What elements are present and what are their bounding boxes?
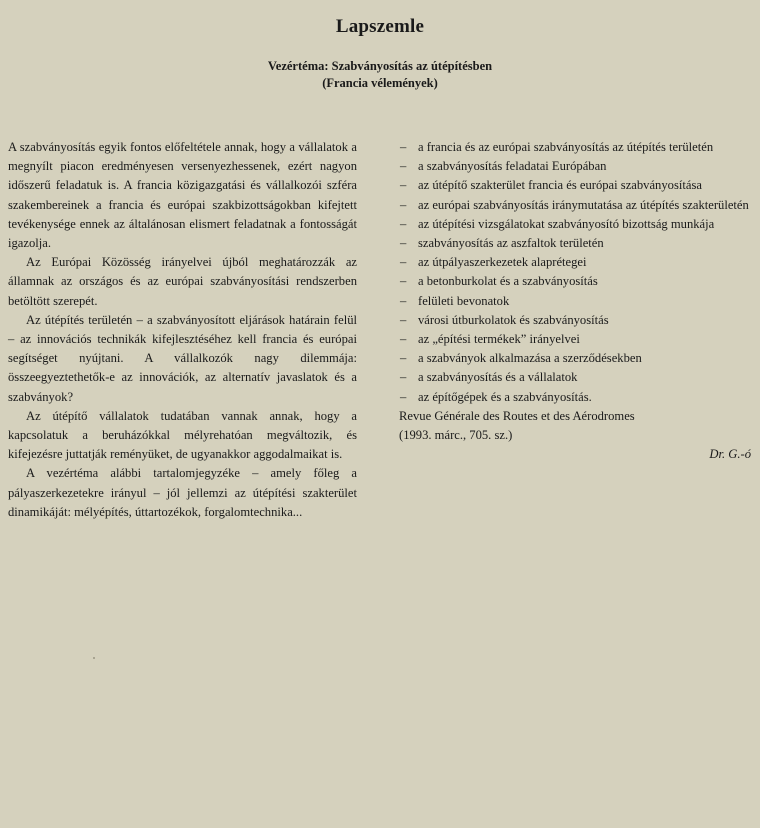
dash-marker: –	[400, 274, 407, 289]
subtitle-main-topic: Vezértéma: Szabványosítás az útépítésben	[267, 59, 493, 73]
topic-text: felületi bevonatok	[418, 293, 510, 308]
list-item	[399, 176, 751, 195]
dash-marker: –	[400, 159, 407, 174]
topic-text: az „építési termékek” irányelvei	[418, 332, 580, 347]
list-item	[399, 196, 751, 215]
paragraph: A szabványosítás egyik fontos előfeltétele annak, hogy a vállalatok a megnyílt piacon eredményesen versenyezhessenek, ezért nagyon időszerű feladatuk is. A francia közigazgatási és vállalkozói szféra szakembereinek a francia és európai szakbizottságokban kifejtett tevékenysége ennek az általánosan elismert feladatnak a fontosságát igazolja.	[8, 140, 357, 251]
source-issue: (1993. márc., 705. sz.)	[399, 428, 513, 443]
dash-marker: –	[400, 255, 407, 270]
dash-marker: –	[400, 370, 407, 385]
paragraph: Az útépítés területén – a szabványosított eljárások határain felül – az innovációs technikák kifejlesztéséhez kell francia és európai segítséget nyújtani. A vállalkozók nagy dilemmája: összeegyeztethetők-e az innovációk, az alternatív javaslatok és a szabványok?	[8, 312, 357, 404]
dash-marker: –	[400, 197, 407, 212]
topic-text: szabványosítás az aszfaltok területén	[418, 236, 604, 251]
list-item	[399, 272, 751, 291]
topic-text: az útpályaszerkezetek alaprétegei	[418, 255, 587, 270]
topic-text: a betonburkolat és a szabványosítás	[418, 274, 598, 289]
list-item	[399, 368, 751, 387]
dash-marker: –	[400, 389, 407, 404]
topic-text: az útépítő szakterület francia és európai szabványosítása	[418, 178, 702, 193]
topic-list	[399, 138, 751, 407]
dash-marker: –	[400, 178, 407, 193]
subtitle-note: (Francia vélemények)	[322, 76, 438, 90]
left-column	[8, 138, 357, 522]
list-item	[399, 234, 751, 253]
dash-marker: –	[400, 140, 407, 154]
dash-marker: –	[400, 351, 407, 366]
topic-text: városi útburkolatok és szabványosítás	[418, 312, 609, 327]
source-journal: Revue Générale des Routes et des Aérodromes	[399, 408, 635, 423]
list-item	[399, 349, 751, 368]
list-item	[399, 253, 751, 272]
subtitle	[0, 58, 760, 92]
dash-marker: –	[400, 216, 407, 231]
topic-text: a szabványosítás és a vállalatok	[418, 370, 578, 385]
topic-text: az útépítési vizsgálatokat szabványosító bizottság munkája	[418, 216, 715, 231]
author-signature: Dr. G.-ó	[709, 447, 751, 462]
topic-text: a szabványok alkalmazása a szerződésekben	[418, 351, 642, 366]
topic-text: az építőgépek és a szabványosítás.	[418, 389, 592, 404]
list-item	[399, 215, 751, 234]
topic-text: az európai szabványosítás iránymutatása az útépítés szakterületén	[418, 197, 749, 212]
paragraph: Az Európai Közösség irányelvei újból meghatározzák az államnak az országos és az európai szabványosítási rendszerben betöltött szerepét.	[8, 255, 357, 308]
dash-marker: –	[400, 293, 407, 308]
paragraph: Az útépítő vállalatok tudatában vannak annak, hogy a kapcsolatuk a beruházókkal mélyrehatóan megváltozik, és kifejezésre juttatják reményüket, de ugyanakkor aggodalmaikat is.	[8, 408, 357, 462]
right-column	[399, 138, 751, 464]
topic-text: a francia és az európai szabványosítás az útépítés területén	[418, 140, 714, 154]
dash-marker: –	[400, 312, 407, 327]
page-title: Lapszemle	[335, 16, 425, 37]
topic-text: a szabványosítás feladatai Európában	[418, 159, 607, 174]
scan-speck	[93, 657, 95, 659]
list-item	[399, 311, 751, 330]
dash-marker: –	[400, 332, 407, 347]
paragraph: A vezértéma alábbi tartalomjegyzéke – amely főleg a pályaszerkezetekre irányul – jól jellemzi az útépítési szakterület dinamikáját: mélyépítés, úttartozékok, forgalomtechnika...	[8, 466, 357, 519]
list-item	[399, 292, 751, 311]
list-item	[399, 388, 751, 407]
list-item	[399, 157, 751, 176]
dash-marker: –	[400, 236, 407, 251]
list-item	[399, 138, 751, 157]
list-item	[399, 330, 751, 349]
